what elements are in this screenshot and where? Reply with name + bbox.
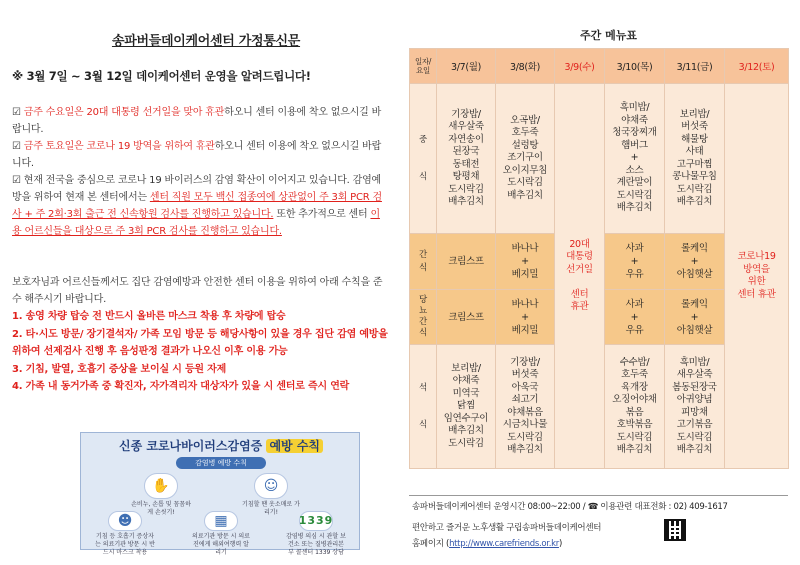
poster-item-text: 손비누, 손톱 및 꼼꼼하게 손씻기! bbox=[131, 501, 191, 516]
qr-code-icon[interactable] bbox=[664, 519, 686, 541]
notice-request: 보호자님과 어르신들께서도 집단 감염예방과 안전한 센터 이용을 위하여 아래 수칙을 준수 해주시기 바랍니다. bbox=[12, 277, 383, 305]
menu-corner-cell: 일자/ 요일 bbox=[410, 49, 437, 84]
poster-item-hotline bbox=[286, 511, 346, 557]
day-header-holiday: 3/9(수) bbox=[555, 49, 605, 84]
notice-covid-a: ☑ 현재 전국을 중심으로 코로나 19 바이러스의 감염 확산이 이어지고 있습니다. 감염예방을 위하여 현재 본 센터에서는 bbox=[12, 175, 382, 203]
menu-cell: 수수밥/ 호두죽 육개장 오징어야채 볶음 호박볶음 도시락김 배추김치 bbox=[605, 345, 665, 469]
day-header: 3/10(목) bbox=[605, 49, 665, 84]
check-icon: ☑ bbox=[12, 141, 24, 152]
poster-item-text: 의료기관 방문 시 의료진에게 해외여행력 알리기 bbox=[192, 533, 250, 556]
poster-title-a: 신종 코로나바이러스감염증 bbox=[118, 439, 267, 453]
menu-header-row bbox=[410, 49, 789, 84]
day-header: 3/7(월) bbox=[437, 49, 496, 84]
menu-cell: 보리밥/ 버섯죽 해물탕 사태 고구마찜 콩나물무침 도시락김 배추김치 bbox=[665, 84, 725, 234]
poster-item-text: 기침할 땐 옷소매로 가리기! bbox=[242, 501, 300, 516]
poster-subtitle: 감염병 예방 수칙 bbox=[176, 457, 266, 469]
homepage-label: 홈페이지 ( bbox=[412, 539, 450, 549]
footer-divider bbox=[409, 495, 788, 496]
saturday-closed-cell: 코로나19 방역을 위한 센터 휴관 bbox=[725, 84, 789, 469]
rule-item: 3. 기침, 발열, 호흡기 증상을 보이실 시 등원 자제 bbox=[12, 363, 227, 375]
menu-cell: 롤케익 + 아침햇살 bbox=[665, 234, 725, 290]
homepage-link[interactable]: http://www.carefriends.or.kr bbox=[449, 539, 559, 549]
hotline-number: 1339 bbox=[299, 511, 333, 531]
handwash-icon: ✋ bbox=[144, 473, 178, 499]
notice-covid-c: 또한 추가적으로 센터 bbox=[273, 209, 371, 220]
rule-item: 4. 가족 내 동거가족 중 확진자, 자가격리자 대상자가 있을 시 센터로 즉시 연락 bbox=[12, 381, 350, 392]
notice-saturday-red: 금주 토요일은 코로나 19 방역을 위하여 휴관 bbox=[23, 141, 215, 152]
menu-cell: 크림스프 bbox=[437, 234, 496, 290]
homepage-line bbox=[412, 537, 562, 549]
notice-saturday bbox=[12, 138, 384, 172]
menu-cell: 사과 + 우유 bbox=[605, 290, 665, 345]
row-label-snack: 간 식 bbox=[410, 234, 437, 290]
day-header: 3/8(화) bbox=[496, 49, 555, 84]
menu-cell: 크림스프 bbox=[437, 290, 496, 345]
center-slogan: 편안하고 즐거운 노후생활 구립송파버들데이케어센터 bbox=[412, 523, 602, 533]
row-label-dinner: 석 식 bbox=[410, 345, 437, 469]
menu-cell: 흑미밥/ 야채죽 청국장찌개 햄버그 + 소스 계란말이 도시락김 배추김치 bbox=[605, 84, 665, 234]
homepage-close: ) bbox=[558, 539, 562, 549]
poster-item-hospital bbox=[191, 511, 251, 557]
cough-icon: ☺ bbox=[254, 473, 288, 499]
notice-election-red: 금주 수요일은 20대 대통령 선거일을 맞아 휴관 bbox=[23, 107, 225, 118]
rules-list bbox=[12, 308, 388, 396]
mask-icon: ☻ bbox=[108, 511, 142, 531]
menu-cell: 기장밥/ 새우살죽 자연송이 된장국 동태전 탕평채 도시락김 배추김치 bbox=[437, 84, 496, 234]
hospital-icon: ▦ bbox=[204, 511, 238, 531]
row-label-diabetic-snack: 당 뇨 간 식 bbox=[410, 290, 437, 345]
menu-cell: 사과 + 우유 bbox=[605, 234, 665, 290]
lunch-row bbox=[410, 84, 789, 234]
intro-line: ※ 3월 7일 ~ 3월 12일 데이케어센터 운영을 알려드립니다! bbox=[12, 69, 311, 83]
poster-item-text: 기침 등 호흡기 증상자는 의료기관 방문 시 반드시 마스크 착용 bbox=[95, 533, 155, 556]
menu-cell: 보리밥/ 야채죽 미역국 닭찜 임연수구이 배추김치 도시락김 bbox=[437, 345, 496, 469]
notice-covid bbox=[12, 172, 384, 240]
day-header: 3/11(금) bbox=[665, 49, 725, 84]
notice-saturday-suffix: 하오니 센터 이용에 착오 없으시길 바랍니다. bbox=[12, 141, 382, 169]
menu-cell: 기장밥/ 버섯죽 아욱국 쇠고기 야채볶음 시금치나물 도시락김 배추김치 bbox=[496, 345, 555, 469]
notice-covid-staff-test: 센터 직원 모두 백신 접종여에 상관없이 주 3회 PCR 검사 + 주 2회·3회 출근 전 신속항원 검사를 진행하고 있습니다. bbox=[12, 192, 382, 220]
weekly-menu-table bbox=[409, 48, 789, 469]
notice-election-suffix: 하오니 센터 이용에 착오 없으시길 바랍니다. bbox=[12, 107, 382, 135]
notice-election bbox=[12, 104, 384, 138]
menu-cell: 오곡밥/ 호두죽 설렁탕 조기구이 오이지무침 도시락김 배추김치 bbox=[496, 84, 555, 234]
menu-cell: 롤케익 + 아침햇살 bbox=[665, 290, 725, 345]
day-header-holiday: 3/12(토) bbox=[725, 49, 789, 84]
menu-cell: 바나나 + 베지밀 bbox=[496, 290, 555, 345]
menu-cell: 흑미밥/ 새우살죽 봄동된장국 아귀양념 피망채 고기볶음 도시락김 배추김치 bbox=[665, 345, 725, 469]
menu-cell: 바나나 + 베지밀 bbox=[496, 234, 555, 290]
menu-title: 주간 메뉴표 bbox=[580, 29, 637, 42]
check-icon: ☑ bbox=[12, 107, 24, 118]
covid-prevention-poster bbox=[80, 432, 360, 556]
rule-item: 1. 송영 차량 탑승 전 반드시 올바른 마스크 착용 후 차량에 탑승 bbox=[12, 311, 286, 322]
poster-title-highlight: 예방 수칙 bbox=[266, 439, 323, 453]
poster-title bbox=[81, 437, 361, 454]
row-label-lunch: 중 식 bbox=[410, 84, 437, 234]
newsletter-title: 송파버들데이케어센터 가정통신문 bbox=[111, 34, 301, 49]
wednesday-closed-cell: 20대 대통령 선거일 센터 휴관 bbox=[555, 84, 605, 469]
poster-item-text: 감염병 의심 시 관할 보건소 또는 질병관리본부 콜센터 1339 상담 bbox=[286, 533, 346, 556]
rule-item: 2. 타·시도 방문/ 장기결석자/ 가족 모임 방문 등 해당사항이 있을 경우 집단 감염 예방을 위하여 선제검사 진행 후 음성판정 결과가 나오신 이후 이용 가능 bbox=[12, 328, 388, 357]
poster-item-mask bbox=[95, 511, 155, 557]
operating-hours: 송파버들데이케어센터 운영시간 08:00~22:00 / ☎ 이용관련 대표전화 : 02) 409-1617 bbox=[412, 502, 728, 512]
notice-covid-client-test: 이용 어르신들을 대상으로 주 3회 PCR 검사를 진행하고 있습니다. bbox=[12, 209, 380, 237]
